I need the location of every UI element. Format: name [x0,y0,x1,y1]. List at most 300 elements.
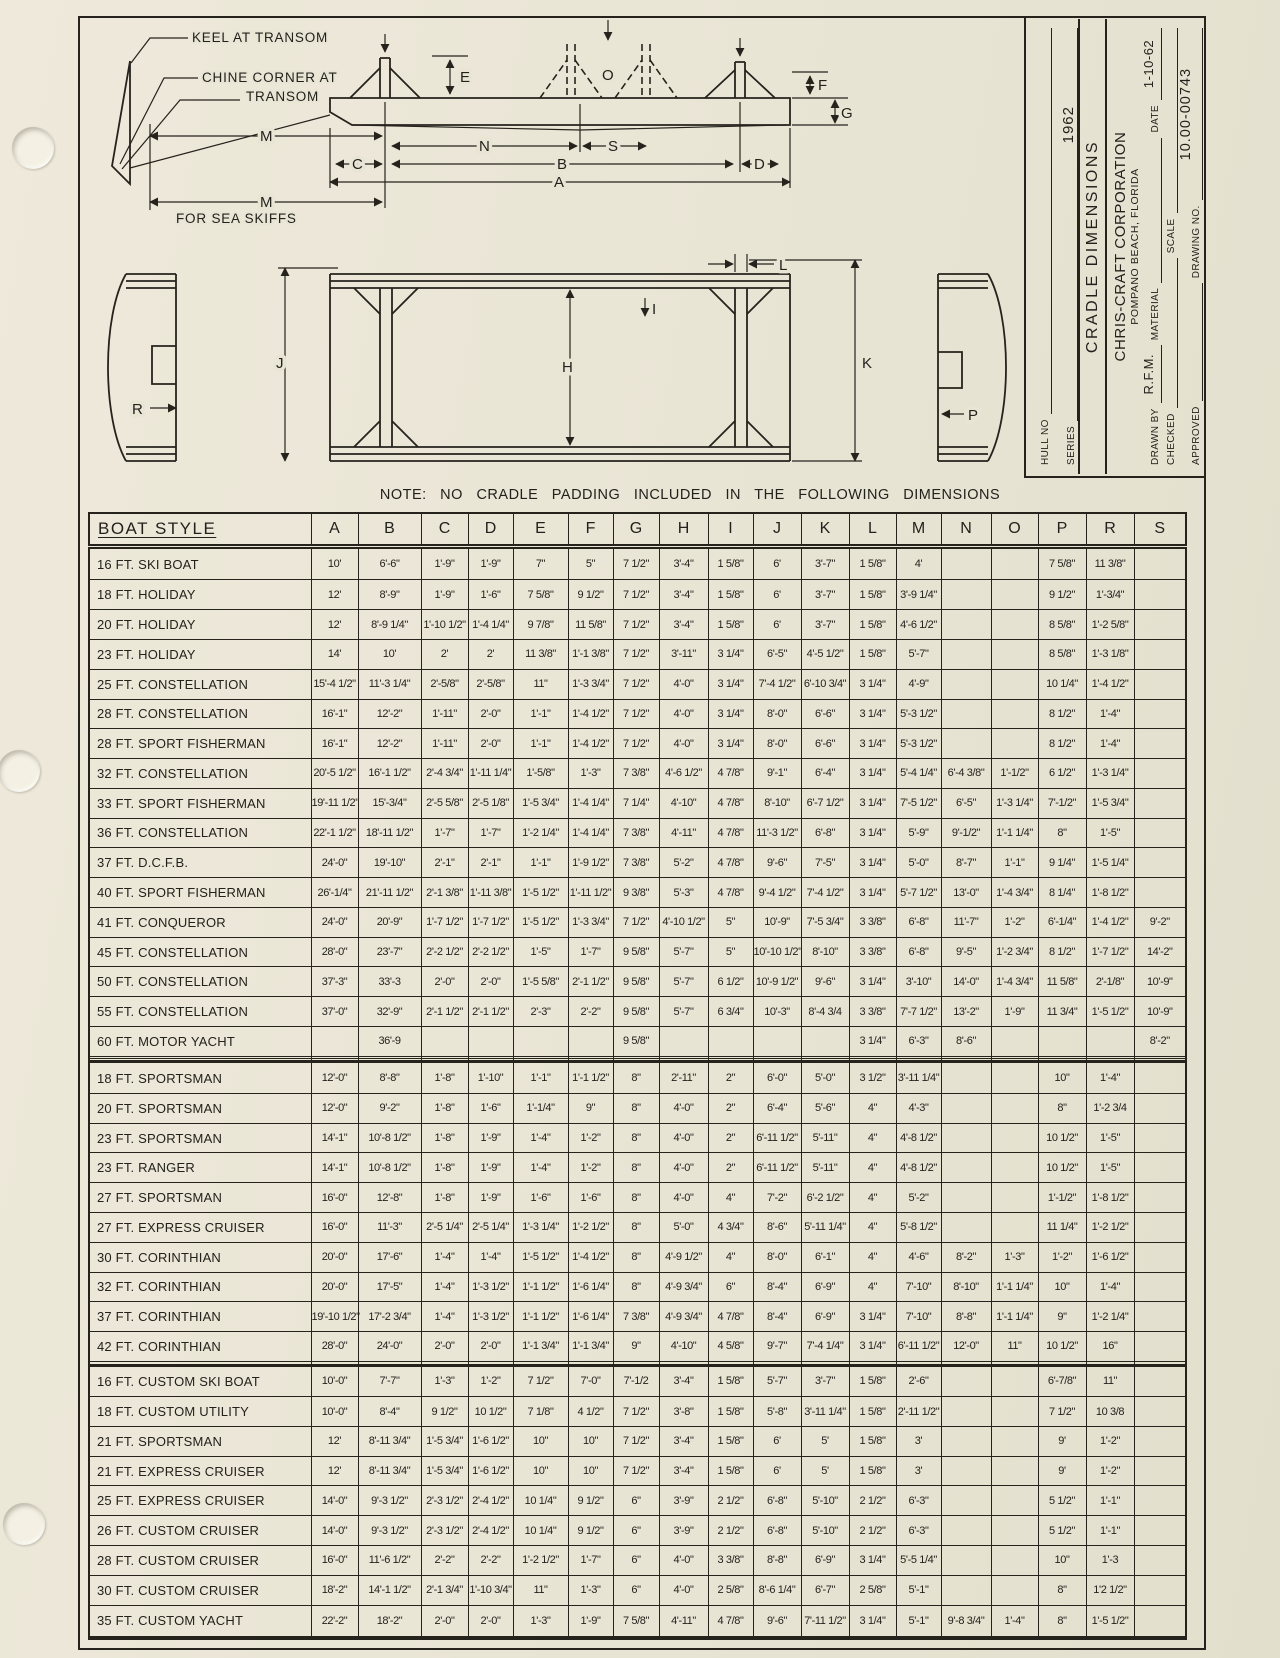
dimension-cell: 9'-2" [358,1093,421,1123]
dimension-cell: 3 3/8" [849,907,896,937]
dim-letter-F: F [818,77,828,94]
dimension-cell: 1'-11" [421,699,468,729]
table-row [89,1575,1186,1605]
transom-detail [112,38,330,184]
dimension-cell: 6'-1" [801,1242,849,1272]
dimension-cell: 10" [568,1456,613,1486]
dimension-cell: 7 1/2" [613,580,659,610]
dimension-cell: 8" [1038,1605,1086,1638]
dimension-cell: 8'-10" [801,937,849,967]
dimension-cell [991,1213,1038,1243]
dimension-cell: 4" [849,1272,896,1302]
dimension-cell: 12' [311,1456,358,1486]
dimension-cell: 3 3/8" [849,937,896,967]
dimension-cell [991,1456,1038,1486]
dimension-cell: 7 1/2" [613,547,659,580]
dimension-cell: 4'-8 1/2" [896,1153,941,1183]
dimension-cell: 4'-9 3/4" [659,1272,708,1302]
drawn-by-label: DRAWN BY [1149,408,1161,465]
dimension-cell: 8'-9" [358,580,421,610]
dimension-cell: 5'-2" [896,1183,941,1213]
dimension-cell: 8'-4" [358,1397,421,1427]
dimension-cell: 4'-9" [896,669,941,699]
dimension-cell: 9'-3 1/2" [358,1516,421,1546]
dimension-cell [941,1546,991,1576]
dimension-cell: 1'-1" [991,848,1038,878]
dimension-cell: 7 1/2" [613,699,659,729]
dimension-cell: 3 1/4" [849,699,896,729]
dim-letter-M-upper: M [260,128,273,145]
table-row [89,1397,1186,1427]
dimension-cell: 1'-3" [991,1242,1038,1272]
dimension-cell: 3 1/4" [849,669,896,699]
table-row [89,1062,1186,1094]
dimension-cell: 2 1/2" [708,1486,753,1516]
dimension-cell: 17'-6" [358,1242,421,1272]
dimension-cell: 3 1/4" [849,759,896,789]
title-block [1024,18,1205,478]
dimension-cell: 1'-7" [568,1546,613,1576]
dimension-cell: 5'-10" [801,1486,849,1516]
dimension-cell [941,699,991,729]
dimension-cell [1134,669,1186,699]
dimension-cell: 9' [1038,1426,1086,1456]
dimension-cell: 1 5/8" [849,1426,896,1456]
dimension-cell: 2'-4 1/2" [468,1486,513,1516]
dimension-cell: 8" [613,1062,659,1094]
dimension-cell: 1'-8" [421,1093,468,1123]
dimension-cell: 5 1/2" [1038,1516,1086,1546]
boat-style-cell: 23 FT. RANGER [89,1153,311,1183]
dimension-cell: 1 5/8" [849,1456,896,1486]
dimension-cell: 22'-1 1/2" [311,818,358,848]
dimension-cell: 1'-6" [468,580,513,610]
dimension-cell: 2'-1 1/2" [568,967,613,997]
dimension-cell: 4 7/8" [708,1302,753,1332]
dimension-cell: 7 5/8" [513,580,568,610]
dimension-cell: 4 7/8" [708,759,753,789]
dimension-cell: 10 1/2" [468,1397,513,1427]
dimension-cell [991,1516,1038,1546]
dimension-cell: 8'-4" [753,1272,801,1302]
dimension-cell [991,610,1038,640]
dimension-cell: 1'-5 3/4" [421,1456,468,1486]
dimension-cell: 1'-9" [468,1183,513,1213]
dim-letter-E: E [460,69,471,86]
dimension-cell [1134,640,1186,670]
table-row [89,1365,1186,1397]
dimension-cell: 4 7/8" [708,788,753,818]
dimension-cell: 7 5/8" [613,1605,659,1638]
dimension-cell: 1'-1 1/4" [991,1302,1038,1332]
dimension-cell: 6 3/4" [708,997,753,1027]
dimension-cell: 1'-5" [1086,818,1134,848]
dimension-cell: 3 1/2" [849,1062,896,1094]
dimension-cell: 8" [613,1183,659,1213]
boat-style-cell: 25 FT. CONSTELLATION [89,669,311,699]
dimension-cell: 1'-5 1/2" [1086,997,1134,1027]
dimension-cell: 10'-9 1/2" [753,967,801,997]
date-value: 1-10-62 [1141,28,1162,100]
checked-label: CHECKED [1165,413,1177,465]
dimension-cell: 2'-3 1/2" [421,1516,468,1546]
dimension-cell: 8'-6" [753,1213,801,1243]
dimension-cell: 4'-3" [896,1093,941,1123]
dimension-cell: 7'-5 3/4" [801,907,849,937]
dimension-cell: 1'-4 1/4" [568,818,613,848]
dimension-cell [991,1575,1038,1605]
dimension-cell: 14'-1 1/2" [358,1575,421,1605]
dimension-cell: 3' [896,1456,941,1486]
dimension-cell: 8 1/2" [1038,729,1086,759]
dimension-cell: 10'-8 1/2" [358,1153,421,1183]
dimension-cell: 8 5/8" [1038,640,1086,670]
column-header: L [849,513,896,547]
dimension-cell: 16" [1086,1332,1134,1362]
dimension-cell [991,640,1038,670]
drawing-no-value: 10.00-00743 [1178,28,1203,200]
dimension-cell [1134,1123,1186,1153]
dimension-cell: 1'-2 3/4 [1086,1093,1134,1123]
dimension-cell: 9 5/8" [613,967,659,997]
dimension-cell: 8" [613,1242,659,1272]
dimension-cell: 8'-8" [753,1546,801,1576]
dimension-cell: 8" [613,1213,659,1243]
dimension-cell: 6'-10 3/4" [801,669,849,699]
dimension-cell: 1'-2" [1038,1242,1086,1272]
dimension-cell: 3'-11 1/4" [896,1062,941,1094]
dimension-cell: 6" [708,1272,753,1302]
dimension-cell: 1'-3 1/2" [468,1302,513,1332]
dimension-cell: 1 5/8" [849,1365,896,1397]
dimension-cell: 2 5/8" [708,1575,753,1605]
column-header: J [753,513,801,547]
dimension-cell: 1'-3 3/4" [568,907,613,937]
dimension-cell: 6'-11 1/2" [753,1153,801,1183]
dimension-cell: 9" [568,1093,613,1123]
dimension-cell: 1 5/8" [708,1456,753,1486]
dimension-cell: 2'-5 1/4" [468,1213,513,1243]
dimension-cell: 11'-3" [358,1213,421,1243]
dimension-cell: 2'-0" [468,1605,513,1638]
dimension-cell: 2'-11 1/2" [896,1397,941,1427]
dimension-cell: 7 1/4" [613,788,659,818]
boat-style-cell: 30 FT. CUSTOM CRUISER [89,1575,311,1605]
boat-style-cell: 26 FT. CUSTOM CRUISER [89,1516,311,1546]
dimension-cell: 1'-3 1/8" [1086,640,1134,670]
dimension-cell [991,699,1038,729]
dimension-cell: 4" [849,1093,896,1123]
dimension-cell: 2'-2" [568,997,613,1027]
dimension-cell: 1'-2 1/2" [568,1213,613,1243]
dimension-cell: 19'-10 1/2" [311,1302,358,1332]
boat-style-cell: 32 FT. CONSTELLATION [89,759,311,789]
boat-style-cell: 23 FT. SPORTSMAN [89,1123,311,1153]
dimension-cell [1134,1516,1186,1546]
boat-style-cell: 18 FT. CUSTOM UTILITY [89,1397,311,1427]
dimension-cell: 4" [708,1183,753,1213]
dimension-cell: 8" [613,1123,659,1153]
dimension-cell: 8'-9 1/4" [358,610,421,640]
hull-side-view [330,20,790,130]
dimension-cell: 3'-4" [659,1426,708,1456]
dimension-cell: 2'-0" [468,1332,513,1362]
dimension-cell: 12' [311,610,358,640]
dimension-cell: 6" [613,1575,659,1605]
hull-no-label: HULL NO [1040,419,1052,465]
boat-style-cell: 30 FT. CORINTHIAN [89,1242,311,1272]
dimension-cell: 20'-0" [311,1272,358,1302]
dimension-cell [1134,699,1186,729]
dimension-cell: 10" [568,1426,613,1456]
dimension-cell: 2'-4 3/4" [421,759,468,789]
table-row [89,547,1186,580]
dimension-cell: 1 5/8" [708,1397,753,1427]
dimension-cell: 7'-4 1/2" [801,878,849,908]
dimension-cell: 4 7/8" [708,848,753,878]
dimension-cell: 1 5/8" [849,1397,896,1427]
dim-letter-C: C [352,156,363,173]
dimension-cell: 1'-2 3/4" [991,937,1038,967]
dimension-cell: 6'-4 3/8" [941,759,991,789]
dimension-cell: 28'-0" [311,1332,358,1362]
dim-letter-A: A [554,174,565,191]
table-row [89,759,1186,789]
dimension-cell: 7 3/8" [613,1302,659,1332]
dimension-cell: 14'-1" [311,1123,358,1153]
table-row [89,788,1186,818]
dimension-cell: 3'-11 1/4" [801,1397,849,1427]
dimension-cell: 6'-3" [896,1486,941,1516]
dimension-cell: 5'-11" [801,1123,849,1153]
dimension-cell: 1'-3 1/2" [468,1272,513,1302]
dimension-cell: 3 3/8" [849,997,896,1027]
dimension-cell: 1'-3 1/4" [513,1213,568,1243]
dimension-cell: 1'-7" [468,818,513,848]
table-row [89,1332,1186,1362]
boat-style-cell: 33 FT. SPORT FISHERMAN [89,788,311,818]
header-row [89,513,1186,547]
table-body [89,547,1186,1639]
dimension-cell: 7 3/8" [613,818,659,848]
dimension-cell: 6'-11 1/2" [753,1123,801,1153]
dimension-cell: 36'-9 [358,1026,421,1056]
dimension-cell: 37'-0" [311,997,358,1027]
dimension-cell: 5'-9" [896,818,941,848]
dimension-cell [991,1426,1038,1456]
dimension-cell: 7 1/2" [613,1456,659,1486]
dimension-cell: 10" [513,1456,568,1486]
dimension-cell: 10" [1038,1272,1086,1302]
dimension-cell: 6'-0" [753,1062,801,1094]
dimension-cell: 3 1/4" [849,878,896,908]
dimension-cell: 4 5/8" [708,1332,753,1362]
dimension-cell: 7 1/2" [613,907,659,937]
dimension-cell: 8 5/8" [1038,610,1086,640]
dimension-cell: 1'-2 1/2" [513,1546,568,1576]
dimension-cell: 1'-5" [513,937,568,967]
table-row [89,1026,1186,1056]
dimension-cell: 6'-7" [801,1575,849,1605]
dimension-cell: 2'-2" [421,1546,468,1576]
dimension-cell: 1'-2 1/4" [513,818,568,848]
dimension-cell: 1'-5" [1086,1153,1134,1183]
dimension-cell: 2'-5 5/8" [421,788,468,818]
dimension-cell [1134,1426,1186,1456]
boat-style-cell: 25 FT. EXPRESS CRUISER [89,1486,311,1516]
dimension-cell: 8'-4 3/4 [801,997,849,1027]
dimension-cell: 2'-3 1/2" [421,1486,468,1516]
dimension-cell: 12'-0" [941,1332,991,1362]
boat-style-cell: 18 FT. HOLIDAY [89,580,311,610]
dimension-cell [991,1062,1038,1094]
dimension-cell: 9'-2" [1134,907,1186,937]
dimension-cell [941,1183,991,1213]
punch-hole [12,127,54,169]
dimension-cell [1134,610,1186,640]
dimension-cell: 2'-1 1/2" [468,997,513,1027]
dimension-cell: 7 1/8" [513,1397,568,1427]
dimension-cell: 4" [849,1123,896,1153]
dim-letter-D: D [754,156,765,173]
column-header: O [991,513,1038,547]
dimension-cell: 1 5/8" [708,1426,753,1456]
dimension-cell: 4'-0" [659,1123,708,1153]
boat-style-cell: 16 FT. CUSTOM SKI BOAT [89,1365,311,1397]
dimension-cell: 12' [311,1426,358,1456]
dimension-cell: 1'-5 1/2" [1086,1605,1134,1638]
dimension-cell: 1'-1 1/2" [513,1272,568,1302]
table-row [89,907,1186,937]
dimension-cell: 10'-8 1/2" [358,1123,421,1153]
column-header: E [513,513,568,547]
dimension-cell: 5'-7" [753,1365,801,1397]
dimension-cell: 1'-1/4" [513,1093,568,1123]
dimension-cell: 1'-8" [421,1183,468,1213]
dimension-cell: 2" [708,1153,753,1183]
dimension-cell: 3'-4" [659,1456,708,1486]
dimension-cell: 1'2 1/2" [1086,1575,1134,1605]
dimension-cell: 3'-7" [801,547,849,580]
dimension-cell: 5'-7" [659,967,708,997]
dimension-cell: 17'-5" [358,1272,421,1302]
dimension-cell [991,1093,1038,1123]
dimension-cell: 8'-10" [753,788,801,818]
dimension-cell: 5'-3" [659,878,708,908]
dim-letter-J: J [276,355,284,372]
dimension-cell: 6'-8" [896,907,941,937]
dimension-cell: 9" [613,1332,659,1362]
dimension-cell [1134,1546,1186,1576]
dimension-cell: 16'-0" [311,1213,358,1243]
dimension-cell: 1'-4 1/2" [568,699,613,729]
dimension-cell: 4" [849,1183,896,1213]
dimension-cell: 9'-5" [941,937,991,967]
dimension-cell: 3'-4" [659,547,708,580]
dimension-cell [1134,1397,1186,1427]
dimension-cell: 1'-2" [468,1365,513,1397]
dimension-cell [991,1153,1038,1183]
dimension-cell: 10' [358,640,421,670]
dimension-cell: 4'-10" [659,788,708,818]
boat-style-cell: 27 FT. SPORTSMAN [89,1183,311,1213]
dimension-cell: 1'-5 3/4" [513,788,568,818]
dim-letter-R: R [132,401,143,418]
dimension-cell: 1'-7 1/2" [468,907,513,937]
dimension-cell: 1'-4 1/2" [1086,669,1134,699]
dimension-cell: 4 7/8" [708,818,753,848]
dimension-cell: 4'-0" [659,1546,708,1576]
dimension-cell: 4 1/2" [568,1397,613,1427]
dimension-cell: 20'-5 1/2" [311,759,358,789]
dimension-cell: 12' [311,580,358,610]
dimension-cell: 2'-0" [468,729,513,759]
table-row [89,729,1186,759]
dimension-cell: 3 1/4" [849,1546,896,1576]
dimension-cell: 7 3/8" [613,759,659,789]
boat-style-header: BOAT STYLE [89,513,311,547]
dimension-cell [1086,1026,1134,1056]
dimension-cell: 10'-9" [1134,997,1186,1027]
table-row [89,1516,1186,1546]
dimension-cell: 7 1/2" [613,610,659,640]
dim-letter-G: G [841,105,853,122]
dimension-cell: 3'-4" [659,610,708,640]
dimension-cell: 1'-5 1/2" [513,1242,568,1272]
dimension-cell: 2'-5 1/8" [468,788,513,818]
dimension-cell: 8'-0" [753,729,801,759]
dimension-cell: 1'-3" [513,1605,568,1638]
dimension-cell: 5' [801,1456,849,1486]
dimension-cell: 10'-0" [311,1397,358,1427]
dimension-cell [468,1026,513,1056]
dimension-cell [1134,547,1186,580]
dimension-cell: 10 1/4" [1038,669,1086,699]
dimension-cell: 7 1/2" [1038,1397,1086,1427]
dimension-cell: 11 5/8" [1038,967,1086,997]
table-row [89,640,1186,670]
dimension-cell: 2'-5/8" [468,669,513,699]
dimension-cell: 1'-9" [568,1605,613,1638]
table-row [89,1153,1186,1183]
dimension-cell: 1'-8 1/2" [1086,1183,1134,1213]
dimension-cell: 2 1/2" [849,1516,896,1546]
dimension-cell: 9'-4 1/2" [753,878,801,908]
table-row [89,1456,1186,1486]
dimension-cell: 12'-2" [358,699,421,729]
dimension-cell: 3'-9" [659,1516,708,1546]
dimension-cell: 10" [1038,1546,1086,1576]
dimension-cell: 3 1/4" [849,1332,896,1362]
dimension-cell [991,547,1038,580]
dimension-cell: 1'-1" [513,729,568,759]
dimension-cell: 1'-2" [1086,1456,1134,1486]
dimension-cell: 1'-3 [1086,1546,1134,1576]
dimension-cell: 10'-3" [753,997,801,1027]
boat-style-cell: 20 FT. HOLIDAY [89,610,311,640]
dimension-cell: 2'-1 3/4" [421,1575,468,1605]
dimension-cell: 3'-7" [801,1365,849,1397]
dim-letter-B: B [557,156,568,173]
dimension-cell: 1'-8" [421,1062,468,1094]
dimension-cell: 6'-5" [941,788,991,818]
dimension-cell: 1'-2" [568,1153,613,1183]
dimension-cell: 1'-3" [568,759,613,789]
dimension-cell: 1'-6" [468,1093,513,1123]
dimension-cell: 5'-0" [659,1213,708,1243]
dimension-cell: 6' [753,580,801,610]
boat-style-cell: 40 FT. SPORT FISHERMAN [89,878,311,908]
